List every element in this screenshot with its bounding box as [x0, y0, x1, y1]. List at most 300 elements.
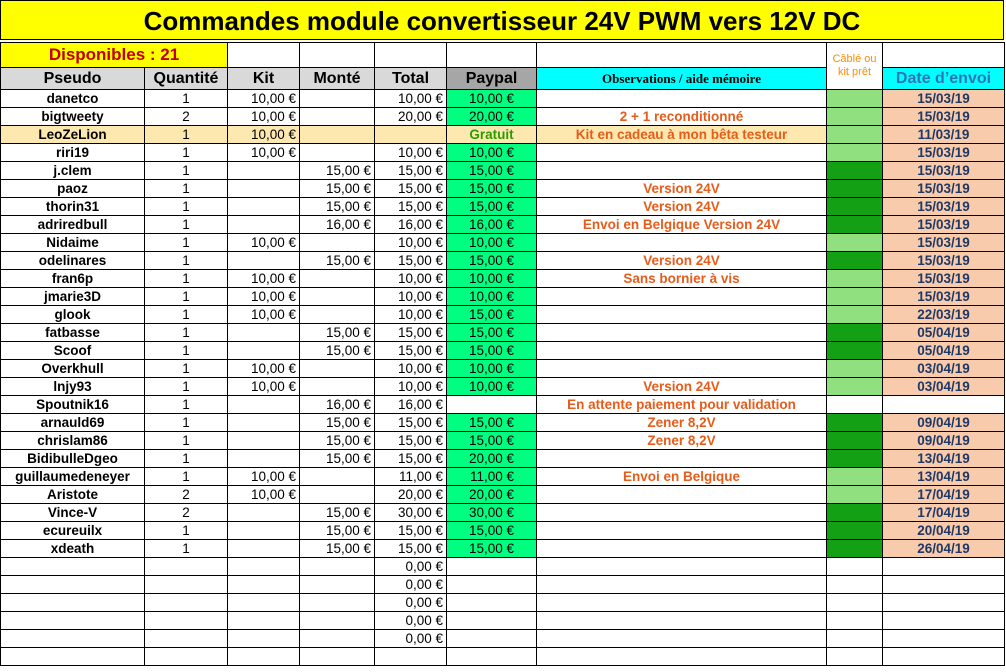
total-cell[interactable]	[375, 126, 447, 144]
total-cell[interactable]: 0,00 €	[375, 612, 447, 630]
total-cell[interactable]: 10,00 €	[375, 144, 447, 162]
total-cell[interactable]: 15,00 €	[375, 252, 447, 270]
pseudo-cell[interactable]: Scoof	[1, 342, 145, 360]
paypal-cell[interactable]: 15,00 €	[447, 252, 537, 270]
total-cell[interactable]: 10,00 €	[375, 270, 447, 288]
empty-cell[interactable]	[883, 576, 1005, 594]
quantite-cell[interactable]: 1	[145, 252, 228, 270]
empty-cell[interactable]	[1, 558, 145, 576]
observations-cell[interactable]: Version 24V	[537, 198, 827, 216]
quantite-cell[interactable]: 1	[145, 468, 228, 486]
pseudo-cell[interactable]: j.clem	[1, 162, 145, 180]
paypal-cell[interactable]: 10,00 €	[447, 234, 537, 252]
paypal-cell[interactable]: 15,00 €	[447, 162, 537, 180]
cable-status-cell[interactable]	[827, 288, 883, 306]
quantite-cell[interactable]: 1	[145, 234, 228, 252]
empty-cell[interactable]	[375, 648, 447, 666]
paypal-cell[interactable]: 15,00 €	[447, 342, 537, 360]
empty-cell[interactable]	[447, 630, 537, 648]
monte-cell[interactable]	[300, 234, 375, 252]
observations-cell[interactable]	[537, 306, 827, 324]
paypal-cell[interactable]: 15,00 €	[447, 522, 537, 540]
empty-cell[interactable]	[883, 612, 1005, 630]
observations-cell[interactable]	[537, 144, 827, 162]
pseudo-cell[interactable]: Aristote	[1, 486, 145, 504]
paypal-cell[interactable]: 10,00 €	[447, 90, 537, 108]
date-cell[interactable]: 15/03/19	[883, 180, 1005, 198]
monte-cell[interactable]	[300, 270, 375, 288]
paypal-cell[interactable]: 15,00 €	[447, 324, 537, 342]
empty-cell[interactable]	[827, 648, 883, 666]
header-paypal[interactable]: Paypal	[447, 68, 537, 90]
kit-cell[interactable]: 10,00 €	[228, 486, 300, 504]
empty-cell[interactable]	[537, 594, 827, 612]
paypal-cell[interactable]: 15,00 €	[447, 198, 537, 216]
date-cell[interactable]: 15/03/19	[883, 108, 1005, 126]
pseudo-cell[interactable]: ecureuilx	[1, 522, 145, 540]
date-cell[interactable]: 15/03/19	[883, 162, 1005, 180]
empty-cell[interactable]	[447, 594, 537, 612]
pseudo-cell[interactable]: Vince-V	[1, 504, 145, 522]
date-cell[interactable]: 05/04/19	[883, 342, 1005, 360]
monte-cell[interactable]: 15,00 €	[300, 324, 375, 342]
kit-cell[interactable]	[228, 522, 300, 540]
pseudo-cell[interactable]: Spoutnik16	[1, 396, 145, 414]
quantite-cell[interactable]: 1	[145, 414, 228, 432]
empty-cell[interactable]	[1, 648, 145, 666]
cable-status-cell[interactable]	[827, 414, 883, 432]
empty-cell[interactable]	[537, 576, 827, 594]
date-cell[interactable]: 11/03/19	[883, 126, 1005, 144]
observations-cell[interactable]	[537, 504, 827, 522]
quantite-cell[interactable]: 1	[145, 216, 228, 234]
empty-cell[interactable]	[537, 630, 827, 648]
monte-cell[interactable]: 15,00 €	[300, 522, 375, 540]
kit-cell[interactable]: 10,00 €	[228, 468, 300, 486]
empty-cell[interactable]	[883, 648, 1005, 666]
kit-cell[interactable]	[228, 342, 300, 360]
observations-cell[interactable]: Version 24V	[537, 180, 827, 198]
date-cell[interactable]: 22/03/19	[883, 306, 1005, 324]
cable-status-cell[interactable]	[827, 180, 883, 198]
total-cell[interactable]: 15,00 €	[375, 540, 447, 558]
paypal-cell[interactable]: 10,00 €	[447, 360, 537, 378]
monte-cell[interactable]: 15,00 €	[300, 180, 375, 198]
empty-cell[interactable]	[300, 576, 375, 594]
cable-status-cell[interactable]	[827, 450, 883, 468]
empty-cell[interactable]	[145, 648, 228, 666]
monte-cell[interactable]: 15,00 €	[300, 162, 375, 180]
observations-cell[interactable]: Sans bornier à vis	[537, 270, 827, 288]
total-cell[interactable]: 10,00 €	[375, 288, 447, 306]
date-cell[interactable]: 09/04/19	[883, 432, 1005, 450]
date-cell[interactable]: 15/03/19	[883, 270, 1005, 288]
pseudo-cell[interactable]: fran6p	[1, 270, 145, 288]
empty-cell[interactable]	[883, 630, 1005, 648]
paypal-cell[interactable]: 30,00 €	[447, 504, 537, 522]
quantite-cell[interactable]: 1	[145, 396, 228, 414]
disponibles-cell[interactable]: Disponibles : 21	[1, 43, 228, 68]
pseudo-cell[interactable]: LeoZeLion	[1, 126, 145, 144]
empty-cell[interactable]	[300, 594, 375, 612]
observations-cell[interactable]	[537, 342, 827, 360]
monte-cell[interactable]	[300, 288, 375, 306]
date-cell[interactable]: 09/04/19	[883, 414, 1005, 432]
observations-cell[interactable]: Version 24V	[537, 252, 827, 270]
monte-cell[interactable]: 15,00 €	[300, 198, 375, 216]
cable-status-cell[interactable]	[827, 108, 883, 126]
cable-status-cell[interactable]	[827, 342, 883, 360]
empty-cell[interactable]	[228, 43, 300, 68]
cable-status-cell[interactable]	[827, 144, 883, 162]
kit-cell[interactable]	[228, 216, 300, 234]
empty-cell[interactable]	[827, 612, 883, 630]
total-cell[interactable]: 15,00 €	[375, 198, 447, 216]
empty-cell[interactable]	[537, 648, 827, 666]
quantite-cell[interactable]: 1	[145, 324, 228, 342]
pseudo-cell[interactable]: chrislam86	[1, 432, 145, 450]
kit-cell[interactable]	[228, 504, 300, 522]
cable-status-cell[interactable]	[827, 306, 883, 324]
paypal-cell[interactable]: 20,00 €	[447, 450, 537, 468]
cable-status-cell[interactable]	[827, 486, 883, 504]
cable-status-cell[interactable]	[827, 504, 883, 522]
monte-cell[interactable]	[300, 306, 375, 324]
total-cell[interactable]: 16,00 €	[375, 216, 447, 234]
quantite-cell[interactable]: 1	[145, 378, 228, 396]
pseudo-cell[interactable]: glook	[1, 306, 145, 324]
total-cell[interactable]: 15,00 €	[375, 162, 447, 180]
quantite-cell[interactable]: 2	[145, 108, 228, 126]
total-cell[interactable]: 10,00 €	[375, 360, 447, 378]
total-cell[interactable]: 15,00 €	[375, 450, 447, 468]
quantite-cell[interactable]: 2	[145, 486, 228, 504]
observations-cell[interactable]: Zener 8,2V	[537, 432, 827, 450]
observations-cell[interactable]: Envoi en Belgique	[537, 468, 827, 486]
empty-cell[interactable]	[145, 558, 228, 576]
quantite-cell[interactable]: 1	[145, 432, 228, 450]
observations-cell[interactable]: Version 24V	[537, 378, 827, 396]
empty-cell[interactable]	[447, 43, 537, 68]
empty-cell[interactable]	[145, 630, 228, 648]
quantite-cell[interactable]: 1	[145, 522, 228, 540]
pseudo-cell[interactable]: guillaumedeneyer	[1, 468, 145, 486]
observations-cell[interactable]: En attente paiement pour validation	[537, 396, 827, 414]
total-cell[interactable]: 15,00 €	[375, 432, 447, 450]
empty-cell[interactable]	[827, 576, 883, 594]
monte-cell[interactable]: 15,00 €	[300, 540, 375, 558]
empty-cell[interactable]	[827, 594, 883, 612]
empty-cell[interactable]	[537, 612, 827, 630]
observations-cell[interactable]	[537, 486, 827, 504]
paypal-cell[interactable]: 11,00 €	[447, 468, 537, 486]
quantite-cell[interactable]: 1	[145, 288, 228, 306]
cable-status-cell[interactable]	[827, 90, 883, 108]
kit-cell[interactable]: 10,00 €	[228, 234, 300, 252]
kit-cell[interactable]: 10,00 €	[228, 360, 300, 378]
observations-cell[interactable]: Zener 8,2V	[537, 414, 827, 432]
pseudo-cell[interactable]: Overkhull	[1, 360, 145, 378]
kit-cell[interactable]	[228, 540, 300, 558]
empty-cell[interactable]	[300, 612, 375, 630]
date-cell[interactable]: 15/03/19	[883, 216, 1005, 234]
cable-status-cell[interactable]	[827, 522, 883, 540]
paypal-cell[interactable]: 10,00 €	[447, 288, 537, 306]
date-cell[interactable]: 03/04/19	[883, 378, 1005, 396]
date-cell[interactable]	[883, 396, 1005, 414]
paypal-cell[interactable]: 20,00 €	[447, 486, 537, 504]
cable-status-cell[interactable]	[827, 378, 883, 396]
paypal-cell[interactable]: 15,00 €	[447, 180, 537, 198]
date-cell[interactable]: 15/03/19	[883, 90, 1005, 108]
total-cell[interactable]: 15,00 €	[375, 522, 447, 540]
empty-cell[interactable]	[827, 630, 883, 648]
empty-cell[interactable]	[883, 594, 1005, 612]
header-date[interactable]: Date d’envoi	[883, 68, 1005, 90]
cable-status-cell[interactable]	[827, 198, 883, 216]
pseudo-cell[interactable]: lnjy93	[1, 378, 145, 396]
header-observations[interactable]: Observations / aide mémoire	[537, 68, 827, 90]
kit-cell[interactable]: 10,00 €	[228, 144, 300, 162]
paypal-cell[interactable]: 10,00 €	[447, 378, 537, 396]
total-cell[interactable]: 0,00 €	[375, 558, 447, 576]
monte-cell[interactable]	[300, 468, 375, 486]
total-cell[interactable]: 15,00 €	[375, 342, 447, 360]
empty-cell[interactable]	[228, 576, 300, 594]
kit-cell[interactable]: 10,00 €	[228, 108, 300, 126]
pseudo-cell[interactable]: riri19	[1, 144, 145, 162]
observations-cell[interactable]	[537, 162, 827, 180]
empty-cell[interactable]	[537, 43, 827, 68]
total-cell[interactable]: 10,00 €	[375, 378, 447, 396]
quantite-cell[interactable]: 1	[145, 90, 228, 108]
cable-status-cell[interactable]	[827, 216, 883, 234]
empty-cell[interactable]	[1, 594, 145, 612]
total-cell[interactable]: 20,00 €	[375, 108, 447, 126]
empty-cell[interactable]	[300, 648, 375, 666]
paypal-cell[interactable]: 15,00 €	[447, 432, 537, 450]
quantite-cell[interactable]: 1	[145, 162, 228, 180]
empty-cell[interactable]	[447, 648, 537, 666]
paypal-cell[interactable]: 15,00 €	[447, 414, 537, 432]
empty-cell[interactable]	[145, 612, 228, 630]
empty-cell[interactable]	[883, 43, 1005, 68]
kit-cell[interactable]: 10,00 €	[228, 126, 300, 144]
monte-cell[interactable]	[300, 126, 375, 144]
monte-cell[interactable]: 15,00 €	[300, 414, 375, 432]
cable-status-cell[interactable]	[827, 468, 883, 486]
observations-cell[interactable]	[537, 90, 827, 108]
date-cell[interactable]: 13/04/19	[883, 468, 1005, 486]
empty-cell[interactable]	[375, 43, 447, 68]
monte-cell[interactable]: 15,00 €	[300, 450, 375, 468]
empty-cell[interactable]	[228, 612, 300, 630]
cable-status-cell[interactable]	[827, 396, 883, 414]
cable-status-cell[interactable]	[827, 234, 883, 252]
empty-cell[interactable]	[1, 576, 145, 594]
date-cell[interactable]: 05/04/19	[883, 324, 1005, 342]
total-cell[interactable]: 15,00 €	[375, 180, 447, 198]
total-cell[interactable]: 10,00 €	[375, 90, 447, 108]
pseudo-cell[interactable]: arnauld69	[1, 414, 145, 432]
monte-cell[interactable]	[300, 108, 375, 126]
monte-cell[interactable]	[300, 360, 375, 378]
total-cell[interactable]: 20,00 €	[375, 486, 447, 504]
total-cell[interactable]: 10,00 €	[375, 234, 447, 252]
quantite-cell[interactable]: 1	[145, 540, 228, 558]
date-cell[interactable]: 15/03/19	[883, 252, 1005, 270]
monte-cell[interactable]	[300, 378, 375, 396]
header-total[interactable]: Total	[375, 68, 447, 90]
paypal-cell[interactable]	[447, 396, 537, 414]
empty-cell[interactable]	[145, 576, 228, 594]
pseudo-cell[interactable]: BidibulleDgeo	[1, 450, 145, 468]
monte-cell[interactable]: 16,00 €	[300, 396, 375, 414]
monte-cell[interactable]: 15,00 €	[300, 252, 375, 270]
monte-cell[interactable]: 16,00 €	[300, 216, 375, 234]
observations-cell[interactable]: Kit en cadeau à mon bêta testeur	[537, 126, 827, 144]
monte-cell[interactable]: 15,00 €	[300, 504, 375, 522]
header-quantite[interactable]: Quantité	[145, 68, 228, 90]
monte-cell[interactable]	[300, 144, 375, 162]
kit-cell[interactable]: 10,00 €	[228, 306, 300, 324]
observations-cell[interactable]	[537, 522, 827, 540]
kit-cell[interactable]: 10,00 €	[228, 288, 300, 306]
kit-cell[interactable]	[228, 162, 300, 180]
kit-cell[interactable]	[228, 432, 300, 450]
header-kit[interactable]: Kit	[228, 68, 300, 90]
date-cell[interactable]: 17/04/19	[883, 504, 1005, 522]
monte-cell[interactable]: 15,00 €	[300, 432, 375, 450]
paypal-cell[interactable]: 16,00 €	[447, 216, 537, 234]
empty-cell[interactable]	[1, 630, 145, 648]
date-cell[interactable]: 26/04/19	[883, 540, 1005, 558]
paypal-cell[interactable]: 20,00 €	[447, 108, 537, 126]
quantite-cell[interactable]: 2	[145, 504, 228, 522]
empty-cell[interactable]	[447, 576, 537, 594]
date-cell[interactable]: 13/04/19	[883, 450, 1005, 468]
quantite-cell[interactable]: 1	[145, 342, 228, 360]
date-cell[interactable]: 15/03/19	[883, 288, 1005, 306]
kit-cell[interactable]	[228, 198, 300, 216]
header-pseudo[interactable]: Pseudo	[1, 68, 145, 90]
pseudo-cell[interactable]: paoz	[1, 180, 145, 198]
monte-cell[interactable]	[300, 486, 375, 504]
pseudo-cell[interactable]: odelinares	[1, 252, 145, 270]
cable-status-cell[interactable]	[827, 360, 883, 378]
quantite-cell[interactable]: 1	[145, 306, 228, 324]
paypal-cell[interactable]: 10,00 €	[447, 144, 537, 162]
observations-cell[interactable]: Envoi en Belgique Version 24V	[537, 216, 827, 234]
empty-cell[interactable]	[228, 558, 300, 576]
kit-cell[interactable]	[228, 252, 300, 270]
paypal-cell[interactable]: Gratuit	[447, 126, 537, 144]
cable-status-cell[interactable]	[827, 162, 883, 180]
cable-status-cell[interactable]	[827, 432, 883, 450]
quantite-cell[interactable]: 1	[145, 270, 228, 288]
empty-cell[interactable]	[447, 612, 537, 630]
pseudo-cell[interactable]: Nidaime	[1, 234, 145, 252]
quantite-cell[interactable]: 1	[145, 360, 228, 378]
total-cell[interactable]: 0,00 €	[375, 594, 447, 612]
empty-cell[interactable]	[300, 630, 375, 648]
empty-cell[interactable]	[883, 558, 1005, 576]
empty-cell[interactable]	[145, 594, 228, 612]
observations-cell[interactable]	[537, 450, 827, 468]
pseudo-cell[interactable]: danetco	[1, 90, 145, 108]
monte-cell[interactable]	[300, 90, 375, 108]
total-cell[interactable]: 15,00 €	[375, 414, 447, 432]
quantite-cell[interactable]: 1	[145, 198, 228, 216]
date-cell[interactable]: 20/04/19	[883, 522, 1005, 540]
empty-cell[interactable]	[447, 558, 537, 576]
observations-cell[interactable]	[537, 540, 827, 558]
cable-status-cell[interactable]	[827, 126, 883, 144]
empty-cell[interactable]	[228, 648, 300, 666]
observations-cell[interactable]	[537, 234, 827, 252]
date-cell[interactable]: 03/04/19	[883, 360, 1005, 378]
empty-cell[interactable]	[300, 43, 375, 68]
total-cell[interactable]: 16,00 €	[375, 396, 447, 414]
date-cell[interactable]: 17/04/19	[883, 486, 1005, 504]
pseudo-cell[interactable]: fatbasse	[1, 324, 145, 342]
observations-cell[interactable]	[537, 288, 827, 306]
observations-cell[interactable]: 2 + 1 reconditionné	[537, 108, 827, 126]
total-cell[interactable]: 11,00 €	[375, 468, 447, 486]
pseudo-cell[interactable]: thorin31	[1, 198, 145, 216]
header-monte[interactable]: Monté	[300, 68, 375, 90]
kit-cell[interactable]	[228, 180, 300, 198]
kit-cell[interactable]: 10,00 €	[228, 270, 300, 288]
kit-cell[interactable]	[228, 396, 300, 414]
observations-cell[interactable]	[537, 360, 827, 378]
kit-cell[interactable]	[228, 450, 300, 468]
kit-cell[interactable]	[228, 324, 300, 342]
cable-header[interactable]: Câblé ou kit prêt	[827, 43, 883, 90]
pseudo-cell[interactable]: jmarie3D	[1, 288, 145, 306]
monte-cell[interactable]: 15,00 €	[300, 342, 375, 360]
cable-status-cell[interactable]	[827, 252, 883, 270]
cable-status-cell[interactable]	[827, 270, 883, 288]
total-cell[interactable]: 0,00 €	[375, 576, 447, 594]
empty-cell[interactable]	[228, 630, 300, 648]
date-cell[interactable]: 15/03/19	[883, 234, 1005, 252]
paypal-cell[interactable]: 15,00 €	[447, 306, 537, 324]
empty-cell[interactable]	[228, 594, 300, 612]
pseudo-cell[interactable]: bigtweety	[1, 108, 145, 126]
cable-status-cell[interactable]	[827, 324, 883, 342]
total-cell[interactable]: 15,00 €	[375, 324, 447, 342]
date-cell[interactable]: 15/03/19	[883, 198, 1005, 216]
observations-cell[interactable]	[537, 324, 827, 342]
kit-cell[interactable]	[228, 414, 300, 432]
empty-cell[interactable]	[827, 558, 883, 576]
paypal-cell[interactable]: 10,00 €	[447, 270, 537, 288]
kit-cell[interactable]: 10,00 €	[228, 378, 300, 396]
pseudo-cell[interactable]: xdeath	[1, 540, 145, 558]
date-cell[interactable]: 15/03/19	[883, 144, 1005, 162]
total-cell[interactable]: 0,00 €	[375, 630, 447, 648]
kit-cell[interactable]: 10,00 €	[228, 90, 300, 108]
paypal-cell[interactable]: 15,00 €	[447, 540, 537, 558]
cable-status-cell[interactable]	[827, 540, 883, 558]
quantite-cell[interactable]: 1	[145, 144, 228, 162]
total-cell[interactable]: 30,00 €	[375, 504, 447, 522]
empty-cell[interactable]	[537, 558, 827, 576]
total-cell[interactable]: 10,00 €	[375, 306, 447, 324]
empty-cell[interactable]	[1, 612, 145, 630]
pseudo-cell[interactable]: adriredbull	[1, 216, 145, 234]
